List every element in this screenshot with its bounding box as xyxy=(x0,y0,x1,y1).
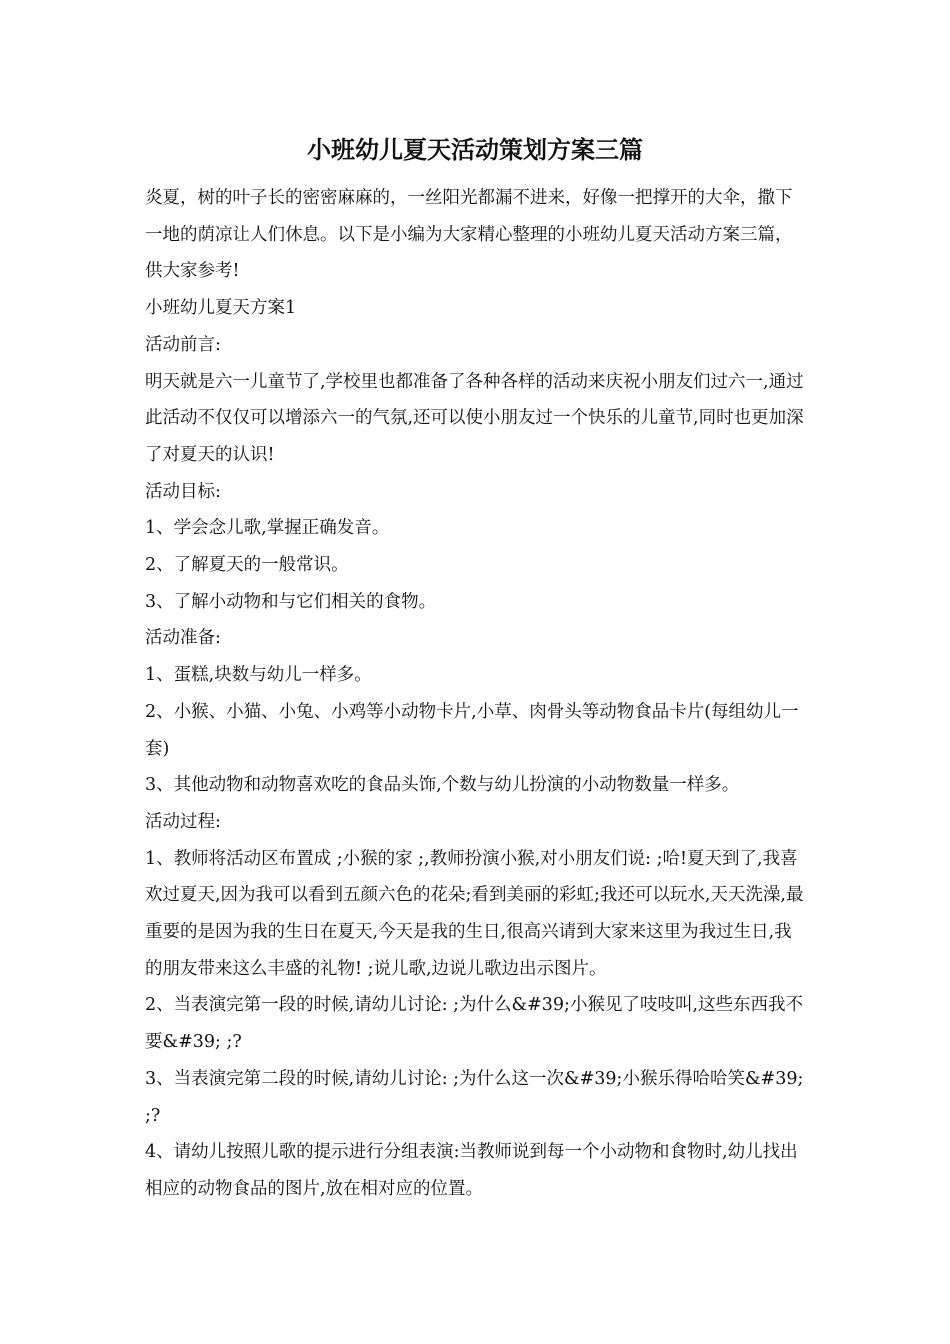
process-item: 2、当表演完第一段的时候,请幼儿讨论: ;为什么&#39;小猴见了吱吱叫,这些东西我不要&#39; ;? xyxy=(145,995,804,1053)
goal-item: 3、了解小动物和与它们相关的食物。 xyxy=(145,591,437,612)
subheading-goals: 活动目标: xyxy=(145,481,221,502)
preparation-item: 1、蛋糕,块数与幼儿一样多。 xyxy=(145,665,372,686)
preface-paragraph: 明天就是六一儿童节了,学校里也都准备了各种各样的活动来庆祝小朋友们过六一,通过此活动不仅仅可以增添六一的气氛,还可以使小朋友过一个快乐的儿童节,同时也更加深了对夏天的认识! xyxy=(145,371,804,465)
document-title: 小班幼儿夏天活动策划方案三篇 xyxy=(307,135,643,164)
process-item: 3、当表演完第二段的时候,请幼儿讨论: ;为什么这一次&#39;小猴乐得哈哈笑&#39; ;? xyxy=(145,1068,804,1126)
process-item: 1、教师将活动区布置成 ;小猴的家 ;,教师扮演小猴,对小朋友们说: ;哈!夏天到了,我喜欢过夏天,因为我可以看到五颜六色的花朵;看到美丽的彩虹;我还可以玩水,天天洗澡,最重要的是因为我的生日在夏天,今天是我的生日,很高兴请到大家来这里为我过生日,我的朋友带来这么丰盛的礼物! ;说儿歌,边说儿歌边出示图片。 xyxy=(145,848,804,979)
process-item: 4、请幼儿按照儿歌的提示进行分组表演:当教师说到每一个小动物和食物时,幼儿找出相应的动物食品的图片,放在相对应的位置。 xyxy=(145,1142,798,1199)
subheading-preface: 活动前言: xyxy=(145,334,221,355)
intro-paragraph: 炎夏，树的叶子长的密密麻麻的，一丝阳光都漏不进来，好像一把撑开的大伞，撒下一地的荫凉让人们休息。以下是小编为大家精心整理的小班幼儿夏天活动方案三篇，供大家参考! xyxy=(145,188,793,282)
section-heading: 小班幼儿夏天方案1 xyxy=(145,298,297,319)
subheading-process: 活动过程: xyxy=(145,811,221,832)
goal-item: 1、学会念儿歌,掌握正确发音。 xyxy=(145,518,390,539)
preparation-item: 2、小猴、小猫、小兔、小鸡等小动物卡片,小草、肉骨头等动物食品卡片(每组幼儿一套) xyxy=(145,701,799,759)
goal-item: 2、了解夏天的一般常识。 xyxy=(145,555,349,576)
document-body xyxy=(145,180,809,1208)
subheading-preparation: 活动准备: xyxy=(145,628,221,649)
preparation-item: 3、其他动物和动物喜欢吃的食品头饰,个数与幼儿扮演的小动物数量一样多。 xyxy=(145,775,740,796)
